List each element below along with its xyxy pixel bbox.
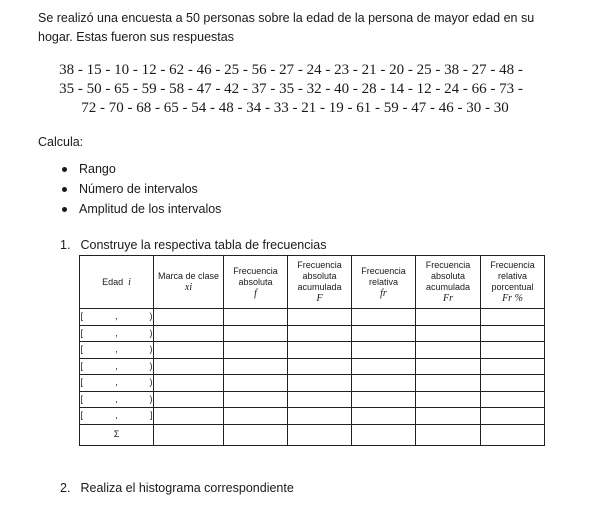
header-label: Frecuencia absoluta bbox=[233, 265, 278, 287]
table-row bbox=[80, 375, 545, 392]
table-cell[interactable] bbox=[288, 309, 352, 326]
interval-bracket: ] bbox=[149, 410, 153, 421]
bullet-item: Amplitud de los intervalos bbox=[62, 202, 221, 222]
header-symbol: i bbox=[128, 276, 131, 288]
header-edad bbox=[80, 256, 154, 309]
table-cell[interactable] bbox=[481, 408, 545, 425]
table-cell[interactable] bbox=[224, 424, 288, 445]
table-cell[interactable] bbox=[481, 391, 545, 408]
header-label: Frecuencia absoluta acumulada bbox=[425, 260, 471, 292]
table-body bbox=[80, 309, 545, 425]
interval-bracket: ) bbox=[149, 360, 153, 371]
table-row bbox=[80, 309, 545, 326]
interval-cell[interactable] bbox=[80, 342, 154, 359]
table-cell[interactable] bbox=[154, 325, 224, 342]
step-number: 2. bbox=[60, 481, 71, 495]
interval-bracket: , bbox=[115, 410, 118, 421]
table-cell[interactable] bbox=[352, 391, 416, 408]
table-header-row bbox=[80, 256, 545, 309]
table-cell[interactable] bbox=[288, 375, 352, 392]
header-frecuencia-absoluta bbox=[224, 256, 288, 309]
interval-bracket: , bbox=[115, 344, 118, 355]
interval-cell[interactable] bbox=[80, 391, 154, 408]
data-line-1: 38 - 15 - 10 - 12 - 62 - 46 - 25 - 56 - 27 - 24 - 23 - 21 - 20 - 25 - 38 - 27 - 48 - bbox=[59, 62, 523, 78]
table-cell[interactable] bbox=[288, 408, 352, 425]
table-cell[interactable] bbox=[288, 424, 352, 445]
table-cell[interactable] bbox=[154, 424, 224, 445]
table-cell[interactable] bbox=[416, 309, 481, 326]
table-cell[interactable] bbox=[224, 358, 288, 375]
interval-bracket: [ bbox=[80, 360, 84, 371]
interval-cell[interactable] bbox=[80, 408, 154, 425]
data-line-2: 35 - 50 - 65 - 59 - 58 - 47 - 42 - 37 - 35 - 32 - 40 - 28 - 14 - 12 - 24 - 66 - 73 - bbox=[59, 81, 523, 97]
header-label: Marca de clase bbox=[157, 271, 220, 281]
interval-bracket: ) bbox=[149, 377, 153, 388]
table-cell[interactable] bbox=[288, 325, 352, 342]
interval-bracket: [ bbox=[80, 327, 84, 338]
bullet-item: Rango bbox=[62, 162, 221, 182]
table-cell[interactable] bbox=[481, 309, 545, 326]
table-cell[interactable] bbox=[288, 391, 352, 408]
interval-bracket: [ bbox=[80, 410, 84, 421]
table-cell[interactable] bbox=[154, 375, 224, 392]
table-cell[interactable] bbox=[224, 309, 288, 326]
interval-cell[interactable] bbox=[80, 325, 154, 342]
table-cell[interactable] bbox=[224, 375, 288, 392]
calcula-label: Calcula: bbox=[38, 135, 84, 149]
header-symbol: Fr % bbox=[502, 293, 523, 304]
header-label: Edad bbox=[102, 276, 124, 287]
table-cell[interactable] bbox=[416, 358, 481, 375]
table-cell[interactable] bbox=[288, 358, 352, 375]
table-cell[interactable] bbox=[481, 375, 545, 392]
table-cell[interactable] bbox=[352, 309, 416, 326]
interval-bracket: [ bbox=[80, 393, 84, 404]
header-marca-clase bbox=[154, 256, 224, 309]
interval-bracket: [ bbox=[80, 377, 84, 388]
table-cell[interactable] bbox=[154, 342, 224, 359]
sum-symbol: Σ bbox=[80, 424, 154, 445]
interval-bracket: ) bbox=[149, 393, 153, 404]
table-cell[interactable] bbox=[416, 342, 481, 359]
frequency-table bbox=[79, 255, 545, 446]
header-frecuencia-absoluta-acumulada-rel bbox=[416, 256, 481, 309]
table-cell[interactable] bbox=[154, 309, 224, 326]
table-cell[interactable] bbox=[224, 342, 288, 359]
table-cell[interactable] bbox=[224, 391, 288, 408]
header-label: Frecuencia relativa bbox=[361, 265, 406, 287]
interval-bracket: ) bbox=[149, 311, 153, 322]
table-cell[interactable] bbox=[352, 358, 416, 375]
interval-cell[interactable] bbox=[80, 358, 154, 375]
bullet-item: Número de intervalos bbox=[62, 182, 221, 202]
interval-bracket: [ bbox=[80, 344, 84, 355]
header-symbol: fr bbox=[380, 287, 387, 299]
bullet-list bbox=[62, 162, 221, 222]
table-row bbox=[80, 358, 545, 375]
table-cell[interactable] bbox=[416, 391, 481, 408]
table-cell[interactable] bbox=[481, 342, 545, 359]
table-cell[interactable] bbox=[288, 342, 352, 359]
interval-bracket: ) bbox=[149, 327, 153, 338]
step-text: Realiza el histograma correspondiente bbox=[80, 481, 294, 495]
interval-cell[interactable] bbox=[80, 309, 154, 326]
step-number: 1. bbox=[60, 238, 71, 252]
data-line-3: 72 - 70 - 68 - 65 - 54 - 48 - 34 - 33 - 21 - 19 - 61 - 59 - 47 - 46 - 30 - 30 bbox=[81, 100, 509, 116]
interval-bracket: ) bbox=[149, 344, 153, 355]
interval-bracket: [ bbox=[80, 311, 84, 322]
table-cell[interactable] bbox=[224, 408, 288, 425]
header-label: Frecuencia absoluta acumulada bbox=[297, 260, 342, 292]
header-frecuencia-relativa-porcentual bbox=[481, 256, 545, 309]
table-cell[interactable] bbox=[154, 391, 224, 408]
table-row bbox=[80, 342, 545, 359]
step-text: Construye la respectiva tabla de frecuencias bbox=[80, 238, 327, 252]
header-frecuencia-absoluta-acumulada bbox=[288, 256, 352, 309]
intro-paragraph: Se realizó una encuesta a 50 personas sobre la edad de la persona de mayor edad en su hogar. Estas fueron sus respuestas bbox=[38, 11, 535, 44]
step-2 bbox=[60, 481, 294, 495]
table-cell[interactable] bbox=[352, 375, 416, 392]
table-cell[interactable] bbox=[416, 408, 481, 425]
table-cell[interactable] bbox=[416, 375, 481, 392]
table-cell[interactable] bbox=[416, 325, 481, 342]
interval-bracket: , bbox=[115, 393, 118, 404]
table-cell[interactable] bbox=[352, 342, 416, 359]
header-symbol: Fr bbox=[443, 293, 453, 304]
table-row bbox=[80, 325, 545, 342]
interval-bracket: , bbox=[115, 360, 118, 371]
interval-cell[interactable] bbox=[80, 375, 154, 392]
header-frecuencia-relativa bbox=[352, 256, 416, 309]
table-cell[interactable] bbox=[154, 408, 224, 425]
table-cell[interactable] bbox=[352, 325, 416, 342]
header-symbol: F bbox=[316, 293, 323, 304]
header-label: Frecuencia relativa porcentual bbox=[490, 260, 535, 292]
table-cell[interactable] bbox=[481, 424, 545, 445]
table-cell[interactable] bbox=[352, 424, 416, 445]
header-symbol: f bbox=[254, 287, 257, 299]
header-symbol: xi bbox=[184, 282, 193, 293]
interval-bracket: , bbox=[115, 377, 118, 388]
table-cell[interactable] bbox=[154, 358, 224, 375]
table-cell[interactable] bbox=[416, 424, 481, 445]
interval-bracket: , bbox=[115, 311, 118, 322]
table-cell[interactable] bbox=[481, 358, 545, 375]
table-cell[interactable] bbox=[481, 325, 545, 342]
table-cell[interactable] bbox=[224, 325, 288, 342]
interval-bracket: , bbox=[115, 327, 118, 338]
table-sum-row bbox=[80, 424, 545, 445]
table-row bbox=[80, 391, 545, 408]
step-1 bbox=[60, 238, 326, 252]
table-cell[interactable] bbox=[352, 408, 416, 425]
table-row bbox=[80, 408, 545, 425]
